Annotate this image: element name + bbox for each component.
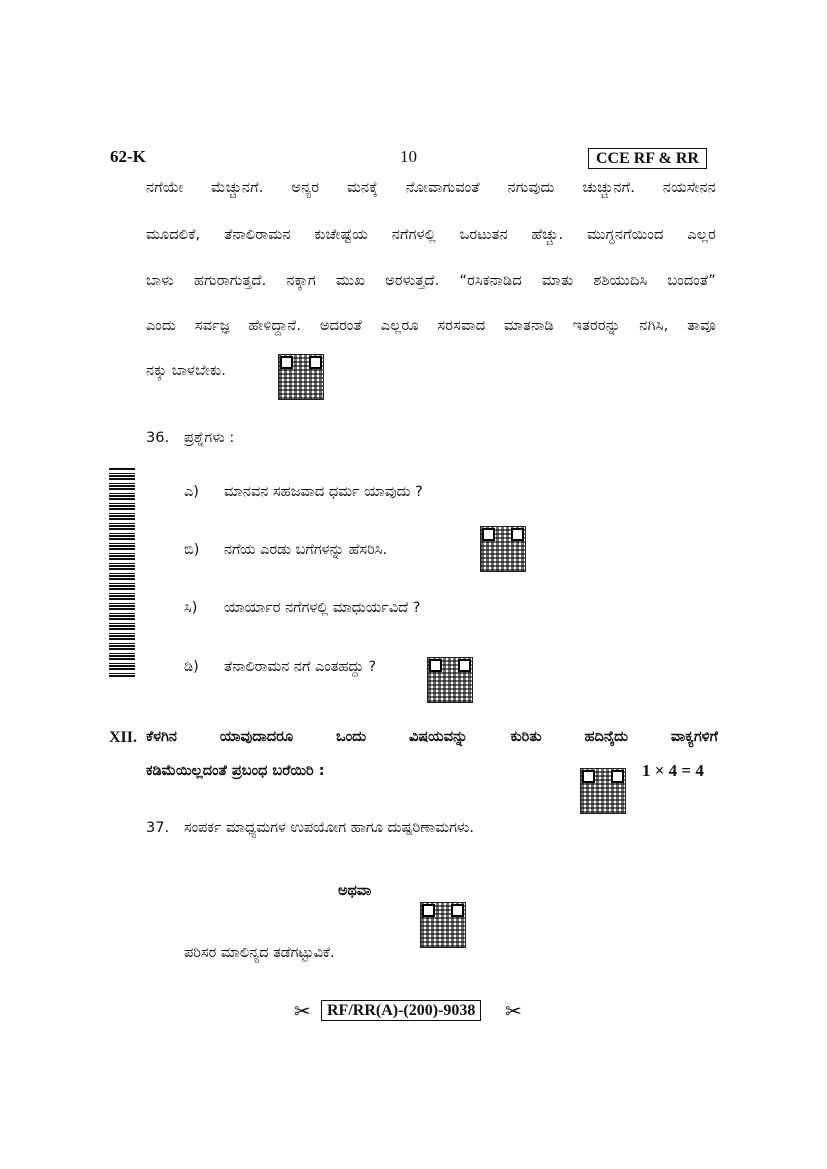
scissors-icon: ✂ — [294, 999, 311, 1023]
q36-item-a-letter: ಎ) — [184, 484, 199, 500]
paper-code: 62-K — [110, 147, 146, 166]
paragraph-line-4: ಎಂದು ಸರ್ವಜ್ಞ ಹೇಳಿದ್ದಾನೆ. ಅದರಂತೆ ಎಲ್ಲರೂ ಸರಸವಾದ ಮಾತನಾಡಿ ಇತರರನ್ನು ನಗಿಸಿ, ತಾವೂ — [146, 318, 716, 334]
section-xii-word: ಹದಿನೈದು — [584, 729, 629, 745]
section-xii-line-2: ಕಡಿಮೆಯಿಲ್ಲದಂತೆ ಪ್ರಬಂಧ ಬರೆಯಿರಿ : — [146, 763, 325, 779]
barcode-icon — [109, 467, 135, 677]
q36-item-b-letter: ಬಿ) — [184, 542, 200, 558]
q36-item-a-text: ಮಾನವನ ಸಹಜವಾದ ಧರ್ಮ ಯಾವುದು ? — [224, 484, 423, 500]
section-xii-number: XII. — [109, 729, 138, 746]
q36-item-b-text: ನಗೆಯ ಎರಡು ಬಗೆಗಳನ್ನು ಹೆಸರಿಸಿ. — [224, 542, 388, 558]
paragraph-line-2: ಮೂದಲಿಕೆ, ತೆನಾಲಿರಾಮನ ಕುಚೇಷ್ಟೆಯ ನಗೆಗಳಲ್ಲಿ ಒರಟುತನ ಹೆಚ್ಚು. ಮುಗ್ಧನಗೆಯಿಂದ ಎಲ್ಲರ — [146, 227, 716, 243]
paragraph-line-1: ನಗೆಯೇ ಮೆಚ್ಚುನಗೆ. ಅನ್ಯರ ಮನಕ್ಕೆ ನೋವಾಗುವಂತೆ ನಗುವುದು ಚುಚ್ಚುನಗೆ. ನಯಸೇನನ — [146, 180, 716, 196]
section-xii-word: ಕುರಿತು — [510, 729, 542, 745]
section-xii-marks: 1 × 4 = 4 — [642, 761, 704, 780]
scissors-icon: ✂ — [505, 999, 522, 1023]
q36-item-c-text: ಯಾರ್ಯಾರ ನಗೆಗಳಲ್ಲಿ ಮಾಧುರ್ಯವಿದೆ ? — [224, 600, 421, 616]
q36-heading: ಪ್ರಶ್ನೆಗಳು : — [184, 430, 235, 446]
q37-topic-2: ಪರಿಸರ ಮಾಲಿನ್ಯದ ತಡೆಗಟ್ಟುವಿಕೆ. — [184, 945, 335, 961]
section-xii-line-1 — [146, 729, 718, 745]
exam-label-box: CCE RF & RR — [588, 148, 707, 169]
footer-code: RF/RR(A)-(200)-9038 — [321, 1000, 481, 1021]
q37-number: 37. — [146, 820, 170, 836]
qr-code-icon — [420, 902, 466, 948]
section-xii-word: ವಿಷಯವನ್ನು — [408, 729, 468, 745]
section-xii-word: ಒಂದು — [335, 729, 367, 745]
qr-code-icon — [278, 354, 324, 400]
section-xii-word: ಯಾವುದಾದರೂ — [219, 729, 294, 745]
paragraph-line-3: ಬಾಳು ಹಗುರಾಗುತ್ತದೆ. ನಕ್ಕಾಗ ಮುಖ ಅರಳುತ್ತದೆ. “ರಸಿಕನಾಡಿದ ಮಾತು ಶಶಿಯುದಿಸಿ ಬಂದಂತೆ” — [146, 273, 716, 289]
q36-item-c-letter: ಸಿ) — [184, 600, 198, 616]
paragraph-line-5: ನಕ್ಕು ಬಾಳಬೇಕು. — [146, 363, 227, 379]
qr-code-icon — [427, 657, 473, 703]
section-xii-word: ಕೆಳಗಿನ — [146, 729, 177, 745]
q36-item-d-text: ತೆನಾಲಿರಾಮನ ನಗೆ ಎಂತಹದ್ದು ? — [224, 659, 377, 675]
q37-topic-1: ಸಂಪರ್ಕ ಮಾಧ್ಯಮಗಳ ಉಪಯೋಗ ಹಾಗೂ ದುಷ್ಪರಿಣಾಮಗಳು. — [184, 820, 475, 836]
q36-number: 36. — [146, 430, 170, 446]
page-number: 10 — [400, 147, 417, 166]
qr-code-icon — [480, 526, 526, 572]
or-label: ಅಥವಾ — [338, 883, 372, 899]
q36-item-d-letter: ಡಿ) — [184, 659, 199, 675]
section-xii-word: ವಾಕ್ಯಗಳಿಗೆ — [670, 729, 718, 745]
qr-code-icon — [580, 768, 626, 814]
